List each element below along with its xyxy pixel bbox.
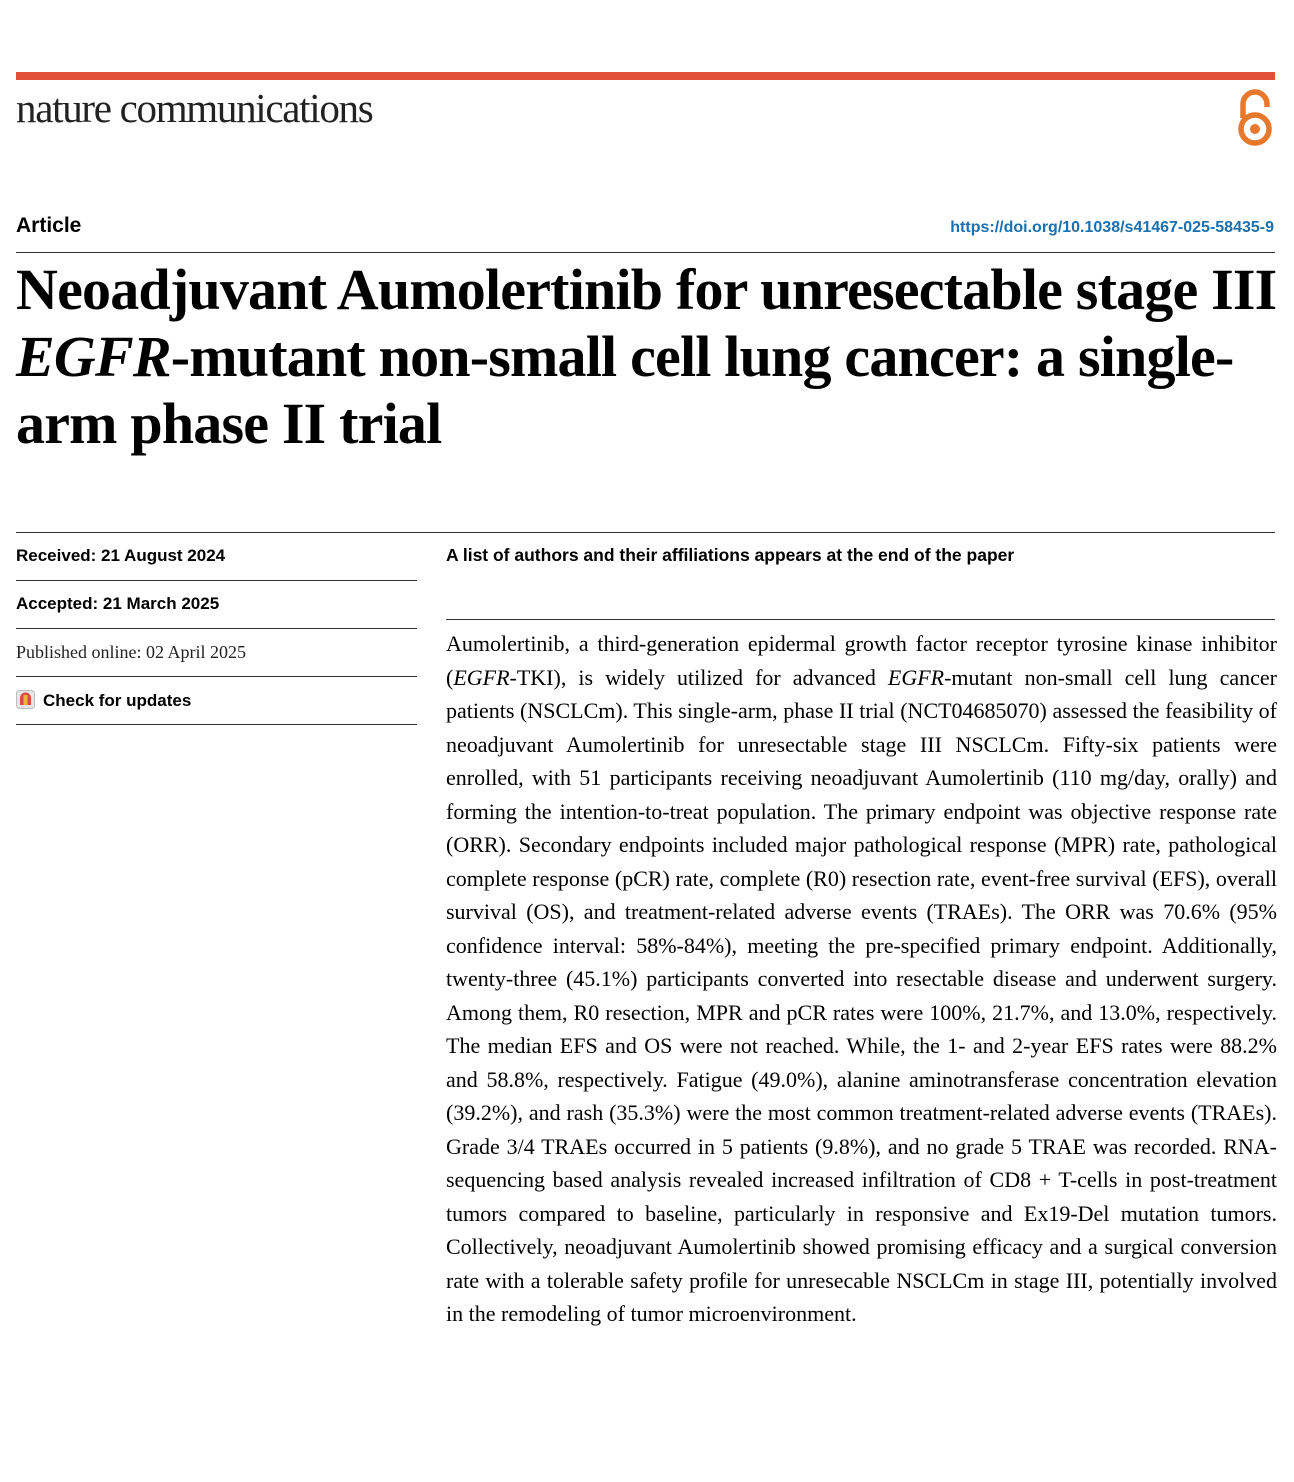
authors-affiliations-note: A list of authors and their affiliations appears at the end of the paper <box>446 545 1015 565</box>
abstract-seg-1: Aumolertinib, a third-generation epidermal growth factor receptor tyrosine kinase inhibitor ( <box>446 631 1277 690</box>
title-top-rule <box>16 252 1275 253</box>
meta-divider-1 <box>16 580 417 581</box>
check-for-updates-label[interactable]: Check for updates <box>43 691 192 710</box>
article-title <box>16 256 1278 457</box>
abstract-text <box>446 627 1277 1331</box>
open-access-lock-icon[interactable] <box>1233 88 1277 148</box>
abstract-top-rule <box>446 619 1275 620</box>
title-gene-italic: EGFR <box>16 324 171 389</box>
meta-divider-2 <box>16 628 417 629</box>
meta-divider-4 <box>16 724 417 725</box>
article-type-label: Article <box>16 214 82 237</box>
abstract-gene-italic-1: EGFR <box>453 664 510 690</box>
check-for-updates-link[interactable] <box>16 690 417 711</box>
doi-link[interactable]: https://doi.org/10.1038/s41467-025-58435-9 <box>950 219 1274 236</box>
accepted-date: Accepted: 21 March 2025 <box>16 594 220 613</box>
journal-name[interactable]: nature communications <box>16 85 373 131</box>
received-date: Received: 21 August 2024 <box>16 546 226 565</box>
title-part-2: -mutant non-small cell lung cancer: a single-arm phase II trial <box>16 324 1234 456</box>
meta-section-rule <box>16 532 1275 533</box>
published-date: Published online: 02 April 2025 <box>16 642 247 662</box>
meta-divider-3 <box>16 676 417 677</box>
journal-accent-bar <box>16 72 1275 80</box>
abstract-seg-3: -mutant non-small cell lung cancer patients (NSCLCm). This single-arm, phase II trial (NCT04685070) assessed the feasibility of neoadjuvant Aumolertinib for unresectable stage III NSCLCm. Fifty-six patients were enrolled, with 51 participants receiving neoadjuvant Aumolertinib (110 mg/day, orally) and forming the intention-to-treat population. The primary endpoint was objective response rate (ORR). Secondary endpoints included major pathological response (MPR) rate, pathological complete response (pCR) rate, complete (R0) resection rate, event-free survival (EFS), overall survival (OS), and treatment-related adverse events (TRAEs). The ORR was 70.6% (95% confidence interval: 58%-84%), meeting the pre-specified primary endpoint. Additionally, twenty-three (45.1%) participants converted into resectable disease and underwent surgery. Among them, R0 resection, MPR and pCR rates were 100%, 21.7%, and 13.0%, respectively. The median EFS and OS were not reached. While, the 1- and 2-year EFS rates were 88.2% and 58.8%, respectively. Fatigue (49.0%), alanine aminotransferase concentration elevation (39.2%), and rash (35.3%) were the most common treatment-related adverse events (TRAEs). Grade 3/4 TRAEs occurred in 5 patients (9.8%), and no grade 5 TRAE was recorded. RNA-sequencing based analysis revealed increased infiltration of CD8 + T-cells in post-treatment tumors compared to baseline, particularly in responsive and Ex19-Del mutation tumors. Collectively, neoadjuvant Aumolertinib showed promising efficacy and a surgical conversion rate with a tolerable safety profile for unresecable NSCLCm in stage III, potentially involved in the remodeling of tumor microenvironment. <box>446 664 1277 1326</box>
title-part-1: Neoadjuvant Aumolertinib for unresectable stage III <box>16 257 1277 322</box>
check-for-updates-icon <box>16 690 35 709</box>
abstract-gene-italic-2: EGFR <box>887 664 945 690</box>
abstract-seg-2: -TKI), is widely utilized for advanced <box>509 664 888 690</box>
